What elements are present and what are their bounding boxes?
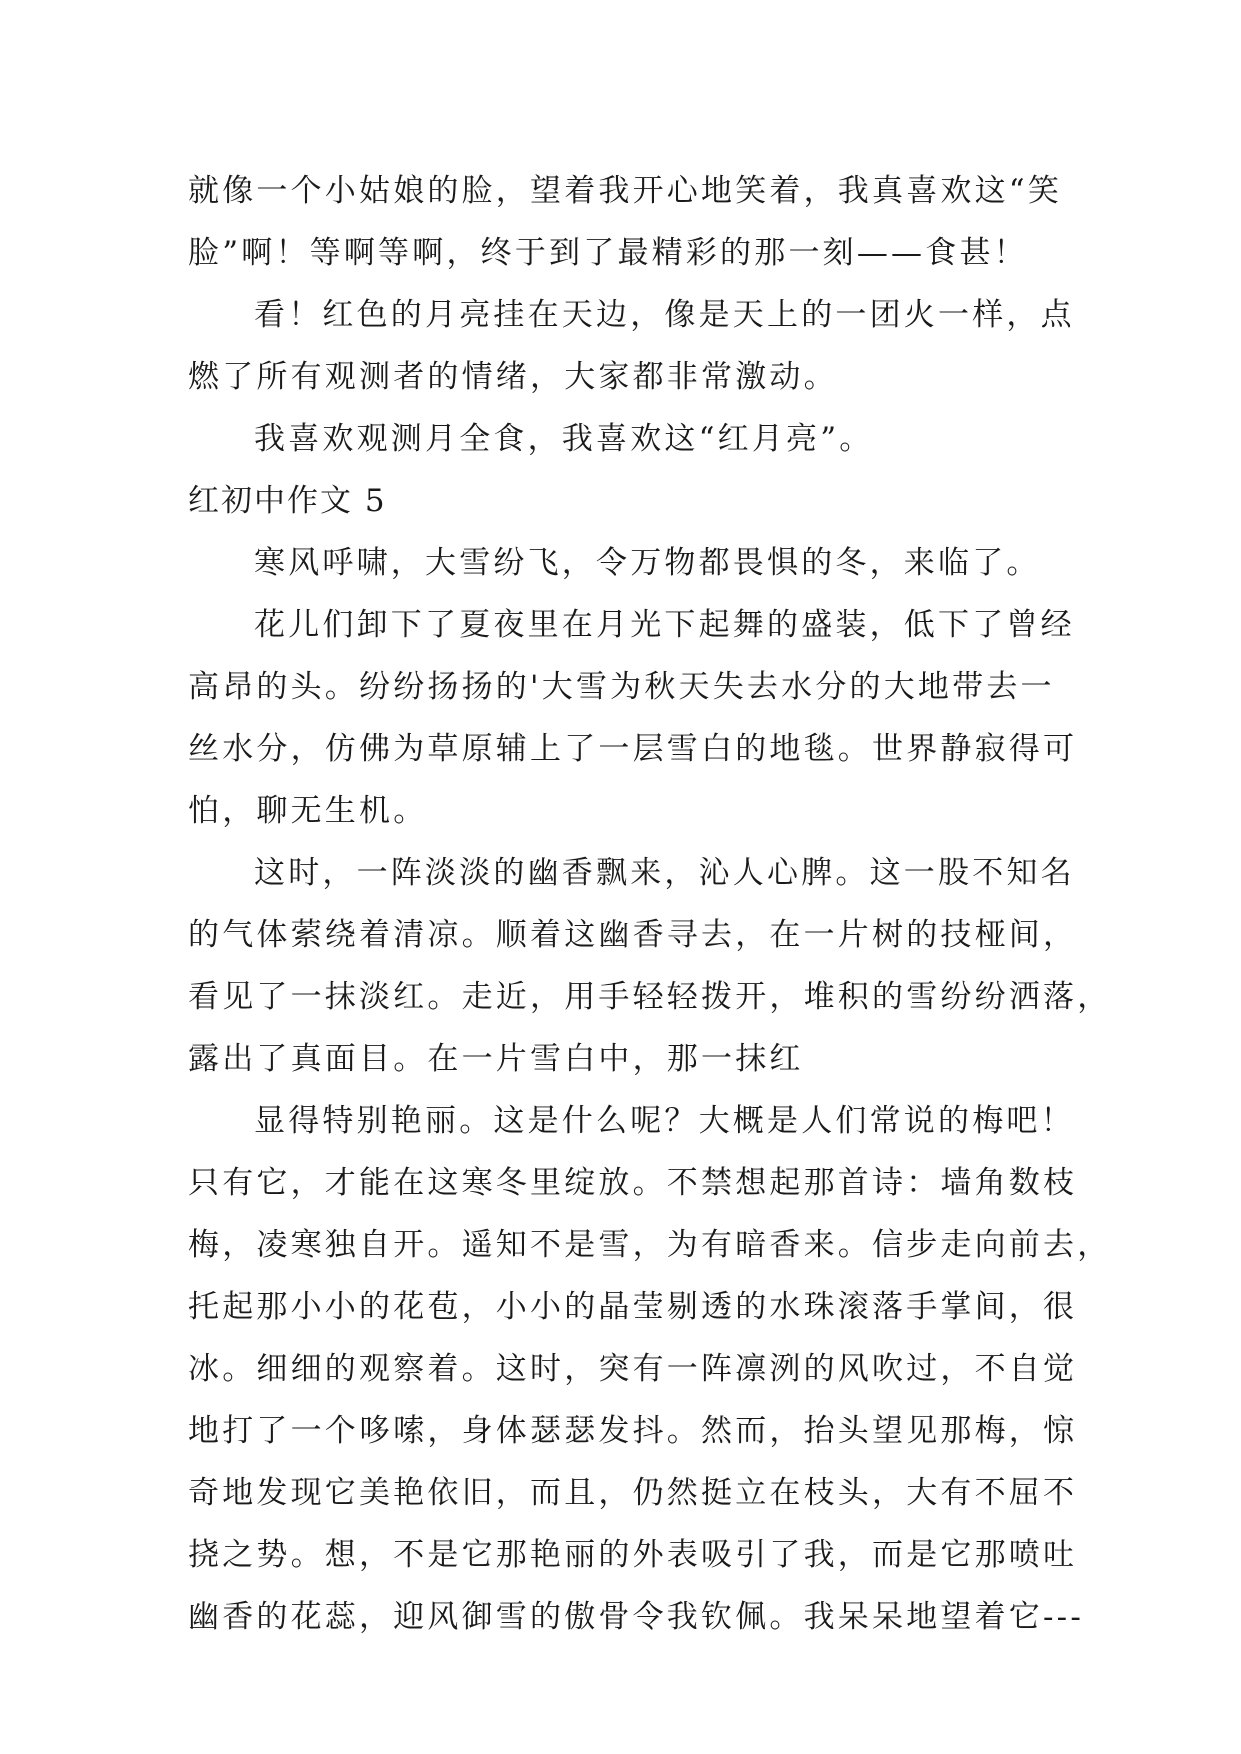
text-line: 奇地发现它美艳依旧，而且，仍然挺立在枝头，大有不屈不: [188, 1475, 1078, 1511]
text-line: 高昂的头。纷纷扬扬的'大雪为秋天失去水分的大地带去一: [188, 669, 1055, 705]
text-line: 冰。细细的观察着。这时，突有一阵凛洌的风吹过，不自觉: [188, 1351, 1078, 1387]
text-line: 挠之势。想，不是它那艳丽的外表吸引了我，而是它那喷吐: [188, 1537, 1078, 1573]
text-line: 寒风呼啸，大雪纷飞，令万物都畏惧的冬，来临了。: [254, 545, 1041, 581]
text-line: 花儿们卸下了夏夜里在月光下起舞的盛装，低下了曾经: [254, 607, 1075, 643]
text-line: 地打了一个哆嗦，身体瑟瑟发抖。然而，抬头望见那梅，惊: [188, 1413, 1078, 1449]
text-line: 看见了一抹淡红。走近，用手轻轻拨开，堆积的雪纷纷洒落，: [188, 979, 1112, 1015]
text-line: 这时，一阵淡淡的幽香飘来，沁人心脾。这一股不知名: [254, 855, 1075, 891]
text-line: 梅，凌寒独自开。遥知不是雪，为有暗香来。信步走向前去，: [188, 1227, 1112, 1263]
section-heading: 红初中作文 5: [188, 483, 387, 519]
document-body: [188, 160, 1112, 1648]
text-line: 露出了真面目。在一片雪白中，那一抹红: [188, 1041, 804, 1077]
text-line: 我喜欢观测月全食，我喜欢这“红月亮”。: [254, 421, 874, 457]
text-line: 托起那小小的花苞，小小的晶莹剔透的水珠滚落手掌间，很: [188, 1289, 1078, 1325]
text-line: 脸”啊！等啊等啊，终于到了最精彩的那一刻——食甚！: [188, 235, 1028, 271]
text-line: 只有它，才能在这寒冬里绽放。不禁想起那首诗：墙角数枝: [188, 1165, 1078, 1201]
text-line: 的气体萦绕着清凉。顺着这幽香寻去，在一片树的技桠间，: [188, 917, 1078, 953]
text-line: 看！红色的月亮挂在天边，像是天上的一团火一样，点: [254, 297, 1075, 333]
text-line: 丝水分，仿佛为草原辅上了一层雪白的地毯。世界静寂得可: [188, 731, 1078, 767]
text-line: 燃了所有观测者的情绪，大家都非常激动。: [188, 359, 838, 395]
text-line: 就像一个小姑娘的脸，望着我开心地笑着，我真喜欢这“笑: [188, 173, 1063, 209]
text-line: 怕，聊无生机。: [188, 793, 428, 829]
text-line: 幽香的花蕊，迎风御雪的傲骨令我钦佩。我呆呆地望着它---: [188, 1599, 1085, 1635]
text-line: 显得特别艳丽。这是什么呢？大概是人们常说的梅吧！: [254, 1103, 1075, 1139]
